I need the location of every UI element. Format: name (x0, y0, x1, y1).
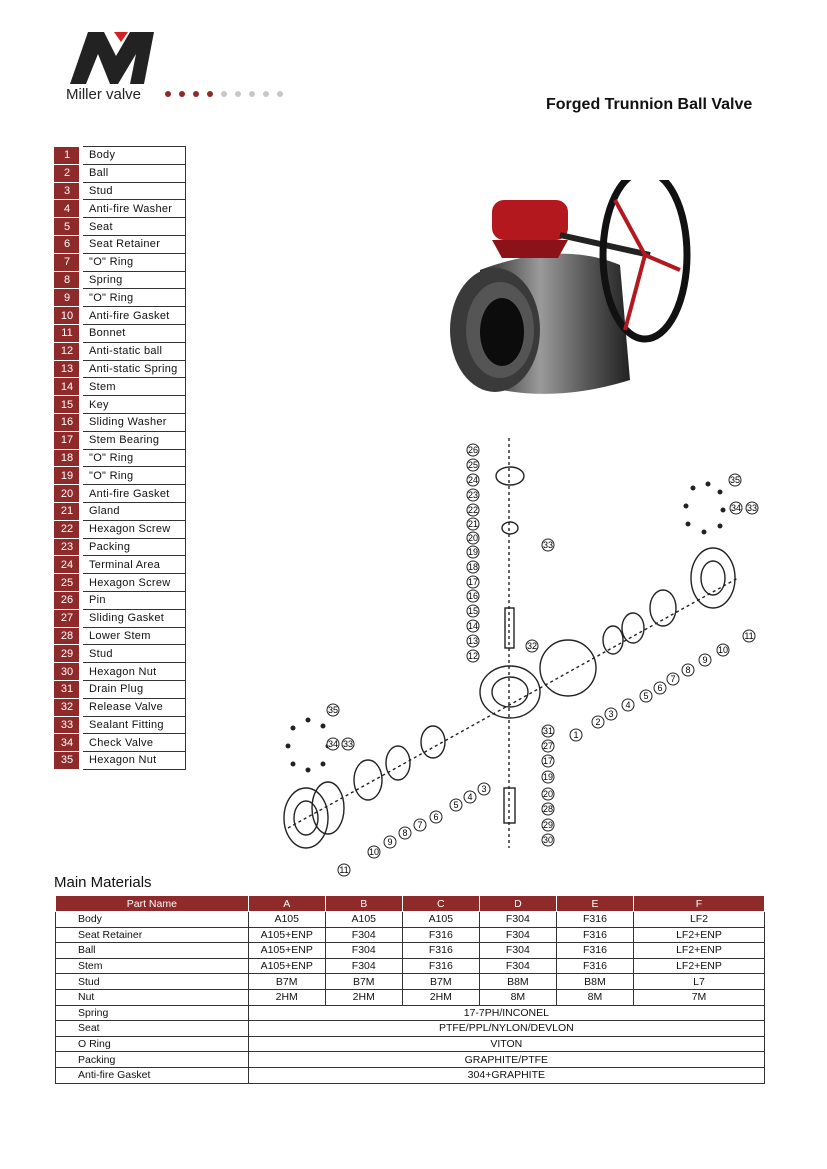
callout-35 (729, 474, 741, 486)
callout-23 (467, 489, 479, 501)
parts-list (54, 146, 186, 770)
svg-text:15: 15 (467, 606, 479, 616)
part-number: 9 (55, 289, 82, 307)
part-number: 30 (55, 663, 82, 681)
svg-text:20: 20 (467, 533, 479, 543)
part-name: Stud (81, 645, 186, 663)
svg-text:28: 28 (542, 804, 554, 814)
part-row (55, 556, 186, 574)
svg-text:33: 33 (342, 739, 354, 749)
brand-dot (235, 91, 241, 97)
materials-header: B (325, 896, 402, 912)
material-cell: 2HM (402, 989, 479, 1005)
material-cell: A105 (248, 912, 325, 928)
material-cell: F304 (479, 912, 556, 928)
callout-21 (467, 518, 479, 530)
part-name: Hexagon Screw (81, 520, 186, 538)
materials-header: Part Name (56, 896, 249, 912)
svg-text:35: 35 (729, 475, 741, 485)
part-number: 22 (55, 520, 82, 538)
svg-text:9: 9 (387, 837, 393, 847)
part-row (55, 396, 186, 414)
brand-dot (193, 91, 199, 97)
material-part-name: Ball (56, 943, 249, 959)
material-part-name: Nut (56, 989, 249, 1005)
part-name: Release Valve (81, 698, 186, 716)
part-row (55, 574, 186, 592)
svg-text:18: 18 (467, 562, 479, 572)
material-cell: LF2+ENP (633, 943, 764, 959)
material-cell: A105 (402, 912, 479, 928)
callout-19 (542, 771, 554, 783)
material-cell: GRAPHITE/PTFE (248, 1052, 764, 1068)
part-row (55, 235, 186, 253)
part-name: Key (81, 396, 186, 414)
callout-19 (467, 546, 479, 558)
callout-33 (746, 502, 758, 514)
part-row (55, 752, 186, 770)
part-name: "O" Ring (81, 253, 186, 271)
callout-11 (743, 630, 755, 642)
svg-text:3: 3 (608, 709, 614, 719)
material-cell: LF2+ENP (633, 927, 764, 943)
callout-34 (327, 738, 339, 750)
brand-dot (277, 91, 283, 97)
part-number: 12 (55, 342, 82, 360)
part-row (55, 467, 186, 485)
svg-text:10: 10 (368, 847, 380, 857)
material-cell: A105 (325, 912, 402, 928)
materials-header: A (248, 896, 325, 912)
material-cell: B7M (248, 974, 325, 990)
material-cell: LF2 (633, 912, 764, 928)
part-number: 24 (55, 556, 82, 574)
svg-text:7: 7 (670, 674, 676, 684)
materials-row (56, 1021, 765, 1037)
part-name: Bonnet (81, 324, 186, 342)
callout-18 (467, 561, 479, 573)
svg-text:26: 26 (467, 445, 479, 455)
part-number: 2 (55, 164, 82, 182)
part-name: Check Valve (81, 734, 186, 752)
material-cell: B7M (325, 974, 402, 990)
callout-10 (717, 644, 729, 656)
svg-text:12: 12 (467, 651, 479, 661)
part-name: Terminal Area (81, 556, 186, 574)
material-cell: 17-7PH/INCONEL (248, 1005, 764, 1021)
svg-text:8: 8 (685, 665, 691, 675)
part-name: Stem Bearing (81, 431, 186, 449)
part-row (55, 538, 186, 556)
svg-text:2: 2 (595, 717, 601, 727)
material-cell: LF2+ENP (633, 958, 764, 974)
callout-24 (467, 474, 479, 486)
callout-13 (467, 635, 479, 647)
callout-1 (570, 729, 582, 741)
brand-dot (249, 91, 255, 97)
materials-row (56, 958, 765, 974)
part-number: 19 (55, 467, 82, 485)
part-number: 25 (55, 574, 82, 592)
part-number: 8 (55, 271, 82, 289)
materials-table (55, 895, 765, 1084)
brand-dots (165, 91, 283, 97)
part-number: 35 (55, 752, 82, 770)
callout-3 (478, 783, 490, 795)
callout-30 (542, 834, 554, 846)
part-name: "O" Ring (81, 467, 186, 485)
part-number: 7 (55, 253, 82, 271)
callout-33 (342, 738, 354, 750)
material-cell: A105+ENP (248, 958, 325, 974)
part-name: Stud (81, 182, 186, 200)
callout-8 (682, 664, 694, 676)
material-cell: L7 (633, 974, 764, 990)
part-row (55, 324, 186, 342)
part-number: 15 (55, 396, 82, 414)
part-row (55, 289, 186, 307)
part-name: Seat (81, 218, 186, 236)
callout-26 (467, 444, 479, 456)
part-name: Body (81, 147, 186, 165)
callout-32 (526, 640, 538, 652)
part-row (55, 663, 186, 681)
callout-9 (384, 836, 396, 848)
part-number: 11 (55, 324, 82, 342)
part-name: Hexagon Nut (81, 663, 186, 681)
materials-row (56, 1036, 765, 1052)
material-cell: 7M (633, 989, 764, 1005)
svg-text:17: 17 (542, 756, 554, 766)
svg-text:9: 9 (702, 655, 708, 665)
part-name: Drain Plug (81, 680, 186, 698)
svg-text:6: 6 (657, 683, 663, 693)
material-cell: VITON (248, 1036, 764, 1052)
part-number: 17 (55, 431, 82, 449)
material-cell: B8M (479, 974, 556, 990)
materials-row (56, 943, 765, 959)
material-cell: 304+GRAPHITE (248, 1067, 764, 1083)
callout-9 (699, 654, 711, 666)
part-name: Sliding Gasket (81, 609, 186, 627)
callout-34 (730, 502, 742, 514)
svg-text:33: 33 (746, 503, 758, 513)
part-row (55, 449, 186, 467)
callout-4 (622, 699, 634, 711)
callout-16 (467, 590, 479, 602)
svg-text:31: 31 (542, 726, 554, 736)
materials-row (56, 912, 765, 928)
materials-row (56, 927, 765, 943)
callout-14 (467, 620, 479, 632)
part-row (55, 218, 186, 236)
part-number: 26 (55, 591, 82, 609)
callout-7 (667, 673, 679, 685)
callout-6 (430, 811, 442, 823)
part-row (55, 200, 186, 218)
svg-text:19: 19 (542, 772, 554, 782)
svg-text:34: 34 (730, 503, 742, 513)
callout-33 (542, 539, 554, 551)
callout-12 (467, 650, 479, 662)
part-name: Lower Stem (81, 627, 186, 645)
svg-text:33: 33 (542, 540, 554, 550)
part-row (55, 413, 186, 431)
part-name: Hexagon Nut (81, 752, 186, 770)
part-name: Sliding Washer (81, 413, 186, 431)
callout-10 (368, 846, 380, 858)
part-row (55, 271, 186, 289)
part-name: Anti-static Spring (81, 360, 186, 378)
callout-17 (542, 755, 554, 767)
svg-text:6: 6 (433, 812, 439, 822)
part-row (55, 378, 186, 396)
callout-5 (640, 690, 652, 702)
part-name: Stem (81, 378, 186, 396)
svg-text:34: 34 (327, 739, 339, 749)
callout-6 (654, 682, 666, 694)
part-number: 10 (55, 307, 82, 325)
part-row (55, 431, 186, 449)
part-number: 18 (55, 449, 82, 467)
svg-text:25: 25 (467, 460, 479, 470)
part-name: Anti-fire Gasket (81, 307, 186, 325)
part-number: 6 (55, 235, 82, 253)
part-name: Anti-static ball (81, 342, 186, 360)
material-cell: F316 (556, 958, 633, 974)
part-row (55, 520, 186, 538)
brand-dot (179, 91, 185, 97)
part-name: Gland (81, 502, 186, 520)
part-row (55, 645, 186, 663)
callout-28 (542, 803, 554, 815)
svg-text:4: 4 (467, 792, 473, 802)
svg-text:11: 11 (339, 865, 349, 875)
material-cell: PTFE/PPL/NYLON/DEVLON (248, 1021, 764, 1037)
part-row (55, 307, 186, 325)
material-cell: F316 (556, 912, 633, 928)
part-name: Ball (81, 164, 186, 182)
material-cell: A105+ENP (248, 927, 325, 943)
part-number: 4 (55, 200, 82, 218)
callout-7 (414, 819, 426, 831)
part-number: 31 (55, 680, 82, 698)
main-materials-title: Main Materials (54, 874, 152, 891)
brand-name: Miller valve (66, 86, 142, 103)
material-part-name: Seat (56, 1021, 249, 1037)
materials-header: D (479, 896, 556, 912)
callout-11 (338, 864, 350, 876)
svg-text:10: 10 (717, 645, 729, 655)
materials-row (56, 1067, 765, 1083)
part-name: Seat Retainer (81, 235, 186, 253)
part-number: 3 (55, 182, 82, 200)
callout-3 (605, 708, 617, 720)
svg-text:22: 22 (467, 505, 479, 515)
part-row (55, 342, 186, 360)
callout-29 (542, 819, 554, 831)
part-number: 14 (55, 378, 82, 396)
callout-20 (542, 788, 554, 800)
svg-text:13: 13 (467, 636, 479, 646)
callout-4 (464, 791, 476, 803)
callout-27 (542, 740, 554, 752)
part-row (55, 680, 186, 698)
part-row (55, 609, 186, 627)
materials-header: E (556, 896, 633, 912)
callout-2 (592, 716, 604, 728)
part-row (55, 164, 186, 182)
page-title: Forged Trunnion Ball Valve (546, 96, 753, 113)
callout-15 (467, 605, 479, 617)
material-part-name: Packing (56, 1052, 249, 1068)
part-number: 33 (55, 716, 82, 734)
material-cell: A105+ENP (248, 943, 325, 959)
part-row (55, 698, 186, 716)
material-part-name: Seat Retainer (56, 927, 249, 943)
materials-row (56, 1052, 765, 1068)
material-cell: F304 (479, 927, 556, 943)
svg-text:16: 16 (467, 591, 479, 601)
material-part-name: Anti-fire Gasket (56, 1067, 249, 1083)
svg-text:4: 4 (625, 700, 631, 710)
brand-dot (221, 91, 227, 97)
part-row (55, 182, 186, 200)
material-cell: F304 (325, 943, 402, 959)
svg-text:24: 24 (467, 475, 479, 485)
part-number: 27 (55, 609, 82, 627)
svg-text:23: 23 (467, 490, 479, 500)
materials-header: C (402, 896, 479, 912)
material-part-name: Body (56, 912, 249, 928)
svg-text:11: 11 (744, 631, 754, 641)
material-cell: B7M (402, 974, 479, 990)
svg-text:19: 19 (467, 547, 479, 557)
svg-text:21: 21 (467, 519, 479, 529)
callout-5 (450, 799, 462, 811)
svg-text:27: 27 (542, 741, 554, 751)
svg-text:35: 35 (327, 705, 339, 715)
part-row (55, 360, 186, 378)
part-number: 20 (55, 485, 82, 503)
materials-header: F (633, 896, 764, 912)
part-number: 28 (55, 627, 82, 645)
svg-text:1: 1 (573, 730, 579, 740)
callout-35 (327, 704, 339, 716)
svg-text:7: 7 (417, 820, 423, 830)
svg-text:14: 14 (467, 621, 479, 631)
part-number: 32 (55, 698, 82, 716)
callout-17 (467, 576, 479, 588)
material-cell: F316 (556, 943, 633, 959)
material-cell: F316 (402, 958, 479, 974)
part-name: "O" Ring (81, 449, 186, 467)
callout-31 (542, 725, 554, 737)
svg-text:17: 17 (467, 577, 479, 587)
material-cell: F316 (402, 927, 479, 943)
material-cell: 2HM (325, 989, 402, 1005)
part-name: Spring (81, 271, 186, 289)
materials-row (56, 974, 765, 990)
callout-20 (467, 532, 479, 544)
part-row (55, 627, 186, 645)
material-cell: F304 (479, 958, 556, 974)
part-name: Anti-fire Gasket (81, 485, 186, 503)
materials-row (56, 989, 765, 1005)
material-cell: 8M (479, 989, 556, 1005)
part-number: 21 (55, 502, 82, 520)
valve-photo (440, 180, 700, 405)
part-number: 13 (55, 360, 82, 378)
material-part-name: O Ring (56, 1036, 249, 1052)
material-part-name: Stem (56, 958, 249, 974)
part-number: 29 (55, 645, 82, 663)
callout-25 (467, 459, 479, 471)
part-row (55, 253, 186, 271)
part-row (55, 502, 186, 520)
part-number: 23 (55, 538, 82, 556)
material-cell: F304 (479, 943, 556, 959)
callout-22 (467, 504, 479, 516)
part-name: Anti-fire Washer (81, 200, 186, 218)
material-cell: F304 (325, 958, 402, 974)
brand-dot (207, 91, 213, 97)
part-row (55, 716, 186, 734)
part-number: 1 (55, 147, 82, 165)
part-name: Sealant Fitting (81, 716, 186, 734)
callout-8 (399, 827, 411, 839)
svg-text:8: 8 (402, 828, 408, 838)
part-name: Hexagon Screw (81, 574, 186, 592)
part-number: 16 (55, 413, 82, 431)
material-cell: 2HM (248, 989, 325, 1005)
part-number: 5 (55, 218, 82, 236)
part-name: "O" Ring (81, 289, 186, 307)
part-name: Packing (81, 538, 186, 556)
material-cell: F316 (402, 943, 479, 959)
svg-text:30: 30 (542, 835, 554, 845)
part-row (55, 147, 186, 165)
svg-text:32: 32 (526, 641, 538, 651)
materials-row (56, 1005, 765, 1021)
part-row (55, 485, 186, 503)
material-cell: F304 (325, 927, 402, 943)
part-row (55, 734, 186, 752)
svg-text:20: 20 (542, 789, 554, 799)
exploded-diagram (268, 428, 778, 880)
svg-text:5: 5 (453, 800, 459, 810)
brand-dot (165, 91, 171, 97)
svg-text:29: 29 (542, 820, 554, 830)
material-part-name: Spring (56, 1005, 249, 1021)
part-number: 34 (55, 734, 82, 752)
material-part-name: Stud (56, 974, 249, 990)
part-name: Pin (81, 591, 186, 609)
brand-dot (263, 91, 269, 97)
material-cell: B8M (556, 974, 633, 990)
material-cell: 8M (556, 989, 633, 1005)
material-cell: F316 (556, 927, 633, 943)
svg-text:3: 3 (481, 784, 487, 794)
part-row (55, 591, 186, 609)
svg-text:5: 5 (643, 691, 649, 701)
